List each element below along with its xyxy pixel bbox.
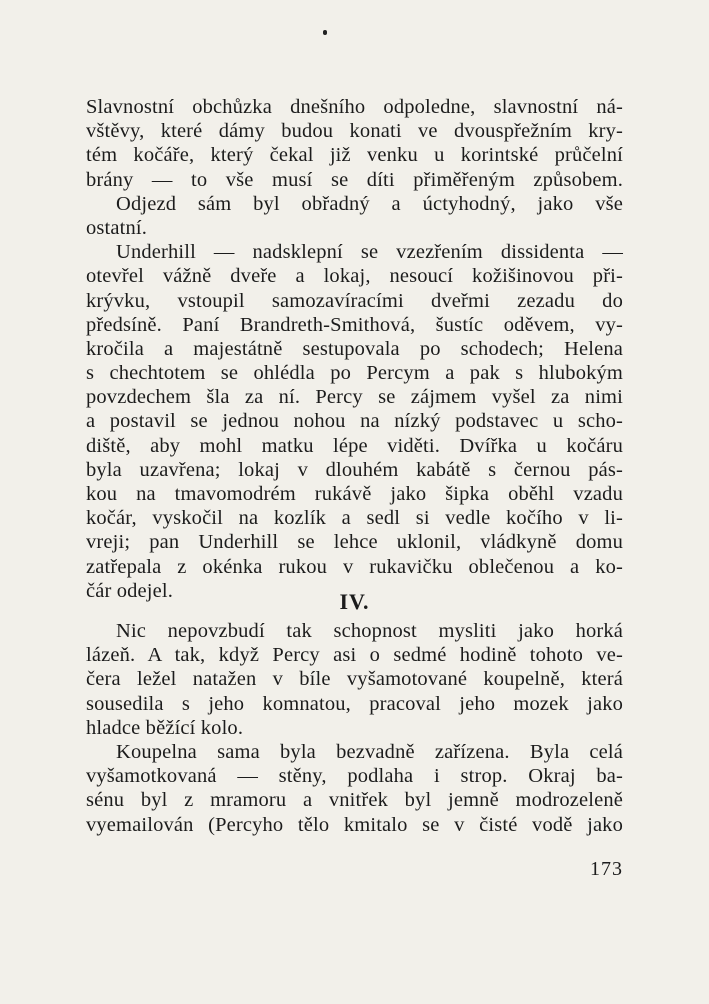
text-line: Nic nepovzbudí tak schopnost mysliti jako horká: [116, 620, 623, 642]
text-line: kou na tmavomodrém rukávě jako šipka oběhl vzadu: [86, 483, 623, 505]
text-line: čár odejel.: [86, 579, 174, 602]
text-line: otevřel vážně dveře a lokaj, nesoucí kožišinovou při-: [86, 265, 623, 288]
text-line: kročila a majestátně sestupovala po schodech; Helena: [86, 337, 623, 360]
text-line: zatřepala z okénka rukou v rukavičku oblečenou a ko-: [86, 555, 623, 578]
text-line: vyemailován (Percyho tělo kmitalo se v čisté vodě jako: [86, 813, 623, 836]
text-block-bottom: [86, 619, 623, 837]
text-line: hladce běžící kolo.: [86, 716, 244, 739]
text-line: byla uzavřena; lokaj v dlouhém kabátě s černou pás-: [86, 458, 623, 481]
text-line: Slavnostní obchůzka dnešního odpoledne, slavnostní ná-: [86, 96, 623, 118]
text-line: vštěvy, které dámy budou konati ve dvouspřežním kry-: [86, 120, 623, 143]
text-line: Koupelna sama byla bezvadně zařízena. Byla celá: [116, 740, 623, 763]
page-number: 173: [590, 858, 623, 880]
text-line: tém kočáře, který čekal již venku u korintské průčelní: [86, 144, 623, 167]
text-line: s chechtotem se ohlédla po Percym a pak s hlubokým: [86, 362, 623, 385]
chapter-heading: IV.: [339, 589, 370, 614]
text-line: a postavil se jednou nohou na nízký podstavec u scho-: [86, 410, 623, 433]
text-line: ostatní.: [86, 216, 147, 239]
text-line: sousedila s jeho komnatou, pracoval jeho mozek jako: [86, 692, 623, 715]
text-line: čera ležel natažen v bíle vyšamotované koupelně, která: [86, 668, 623, 691]
text-line: krývku, vstoupil samozavíracími dveřmi zezadu do: [86, 289, 623, 312]
text-line: brány — to vše musí se díti přiměřeným způsobem.: [86, 168, 623, 191]
text-line: povzdechem šla za ní. Percy se zájmem vyšel za nimi: [86, 386, 623, 409]
text-line: Underhill — nadsklepní se vzezřením dissidenta —: [116, 241, 623, 264]
text-block-top: [86, 95, 623, 603]
text-line: sénu byl z mramoru a vnitřek byl jemně modrozeleně: [86, 789, 623, 812]
text-line: kočár, vyskočil na kozlík a sedl si vedle kočího v li-: [86, 507, 623, 530]
text-line: vreji; pan Underhill se lehce uklonil, vládkyně domu: [86, 531, 623, 554]
text-line: Odjezd sám byl obřadný a úctyhodný, jako vše: [116, 192, 623, 215]
text-line: předsíně. Paní Brandreth-Smithová, šustíc oděvem, vy-: [86, 313, 623, 336]
print-speck: [323, 30, 327, 35]
text-line: diště, aby mohl matku lépe viděti. Dvířka u kočáru: [86, 434, 623, 457]
text-line: lázeň. A tak, když Percy asi o sedmé hodině tohoto ve-: [86, 644, 623, 667]
text-line: vyšamotkovaná — stěny, podlaha i strop. Okraj ba-: [86, 765, 623, 788]
